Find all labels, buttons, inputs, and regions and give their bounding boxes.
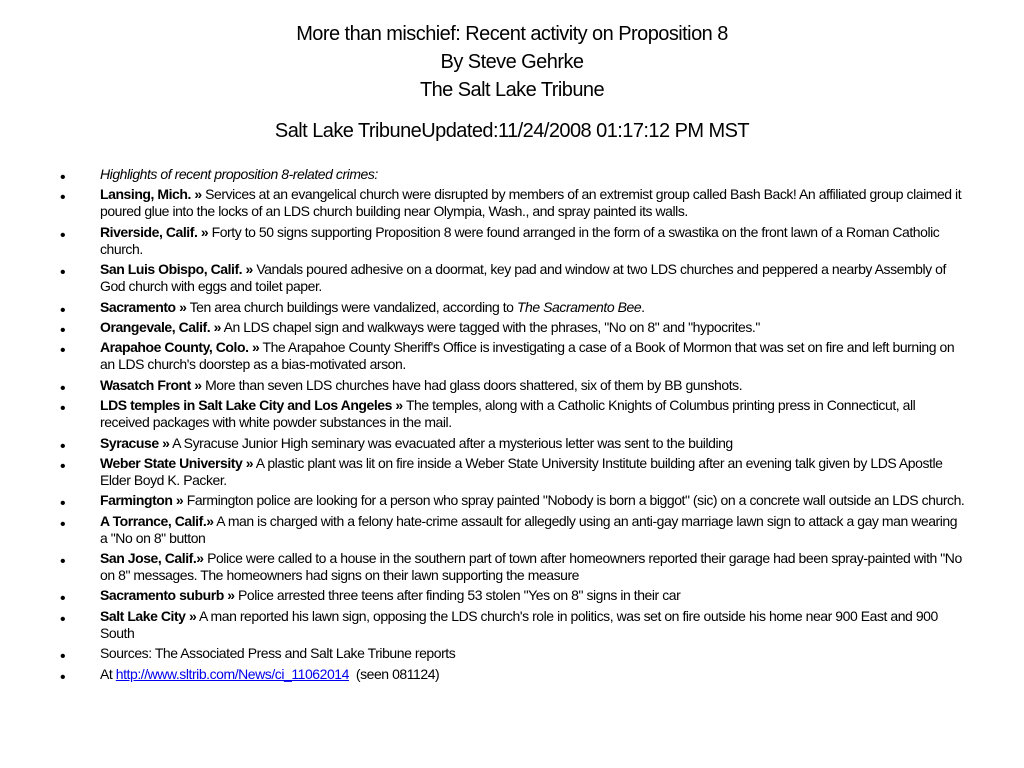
incident-description: A man is charged with a felony hate-crime assault for allegedly using an anti-gay marriage lawn sign to attack a gay man wearing a "No on 8" button — [100, 512, 958, 546]
incident-location: Sacramento suburb » — [100, 587, 235, 604]
list-item — [60, 454, 966, 489]
bullet-icon: • — [60, 553, 66, 571]
incident-description: The temples, along with a Catholic Knights of Columbus printing press in Connecticut, all received packages with white powder substances in the mail. — [100, 397, 916, 431]
list-item — [60, 318, 966, 339]
list-item — [60, 223, 966, 258]
incident-location: Arapahoe County, Colo. » — [100, 339, 260, 356]
bullet-icon: • — [60, 610, 66, 628]
byline: By Steve Gehrke — [440, 51, 584, 73]
list-item — [60, 434, 966, 455]
bullet-icon: • — [60, 400, 66, 418]
bullet-icon: • — [60, 342, 66, 360]
bullet-icon: • — [60, 264, 66, 282]
bullet-icon: • — [60, 590, 66, 608]
bullet-icon: • — [60, 321, 66, 339]
bullet-icon: • — [60, 189, 66, 207]
incident-description: The Arapahoe County Sheriff's Office is investigating a case of a Book of Mormon that was set on fire and left burning on an LDS church's doorstep as a bias-motivated arson. — [100, 339, 955, 373]
incident-description: Police arrested three teens after finding 53 stolen "Yes on 8" signs in their car — [234, 587, 681, 604]
list-item — [60, 492, 966, 513]
incident-description: Forty to 50 signs supporting Proposition 8 were found arranged in the form of a swastika on the front lawn of a Roman Catholic church. — [100, 223, 940, 257]
list-item — [60, 261, 966, 295]
list-item-intro — [60, 166, 966, 186]
list-item-link — [60, 665, 966, 686]
incident-location: Riverside, Calif. » — [100, 223, 209, 240]
incident-location: LDS temples in Salt Lake City and Los Angeles » — [100, 397, 403, 414]
list-item — [60, 298, 966, 319]
publication-name: The Salt Lake Tribune — [419, 79, 605, 101]
article-link[interactable]: http://www.sltrib.com/News/ci_11062014 — [115, 665, 349, 682]
bullet-icon: • — [60, 379, 66, 397]
incident-description: An LDS chapel sign and walkways were tagged with the phrases, "No on 8" and "hypocrites." — [220, 318, 760, 335]
bullet-list — [60, 166, 966, 686]
update-timestamp: Salt Lake TribuneUpdated:11/24/2008 01:17:12 PM MST — [274, 120, 750, 142]
incident-location: Lansing, Mich. » — [100, 186, 202, 203]
incident-location: A Torrance, Calif.» — [100, 512, 214, 529]
sources-text: Sources: The Associated Press and Salt Lake Tribune reports — [100, 645, 456, 662]
incident-description: A man reported his lawn sign, opposing the LDS church's role in politics, was set on fire outside his home near 900 East and 900 South — [100, 607, 938, 641]
bullet-icon: • — [60, 457, 66, 475]
bullet-icon: • — [60, 437, 66, 455]
bullet-icon: • — [60, 301, 66, 319]
incident-location: Syracuse » — [100, 434, 170, 451]
link-prefix: At — [100, 665, 116, 682]
list-item — [60, 512, 966, 547]
incident-description-end: . — [641, 298, 645, 315]
list-item — [60, 587, 966, 608]
bullet-icon: • — [60, 495, 66, 513]
incident-location: Weber State University » — [100, 454, 254, 471]
list-item — [60, 550, 966, 584]
incident-location: Wasatch Front » — [100, 376, 202, 393]
incident-location: Sacramento » — [100, 298, 187, 315]
incident-description: Vandals poured adhesive on a doormat, key pad and window at two LDS churches and peppered a nearby Assembly of God church with eggs and toilet paper. — [100, 261, 946, 295]
list-item — [60, 376, 966, 397]
incident-description: A plastic plant was lit on fire inside a Weber State University Institute building after an evening talk given by LDS Apostle Elder Boyd K. Packer. — [100, 454, 943, 488]
incident-description: Farmington police are looking for a person who spray painted "Nobody is born a biggot" (sic) on a concrete wall outside an LDS church. — [183, 492, 965, 509]
incident-description: Police were called to a house in the southern part of town after homeowners reported their garage had been spray-painted with "No on 8" messages. The homeowners had signs on their lawn supporting the measure — [100, 550, 962, 584]
bullet-icon: • — [60, 169, 66, 186]
incident-location: San Jose, Calif.» — [100, 550, 204, 567]
incident-location: Orangevale, Calif. » — [100, 318, 221, 335]
intro-text: Highlights of recent proposition 8-related crimes: — [100, 166, 378, 182]
incident-location: Salt Lake City » — [100, 607, 197, 624]
incident-description: Services at an evangelical church were disrupted by members of an extremist group called Bash Back! An affiliated group claimed it poured glue into the locks of an LDS church building near Olympia, Wash., and spray painted its walls. — [100, 186, 962, 220]
list-item — [60, 607, 966, 642]
list-item — [60, 339, 966, 373]
bullet-icon: • — [60, 668, 66, 686]
bullet-icon: • — [60, 515, 66, 533]
slide-title — [0, 20, 1024, 104]
seen-date: (seen 081124) — [348, 665, 440, 682]
newspaper-title: The Sacramento Bee — [516, 298, 642, 315]
incident-description: A Syracuse Junior High seminary was evacuated after a mysterious letter was sent to the building — [169, 434, 733, 451]
incident-location: Farmington » — [100, 492, 184, 509]
list-item-sources — [60, 645, 966, 666]
incident-description: More than seven LDS churches have had glass doors shattered, six of them by BB gunshots. — [201, 376, 743, 393]
bullet-icon: • — [60, 226, 66, 244]
bullet-icon: • — [60, 648, 66, 666]
incident-description: Ten area church buildings were vandalized, according to — [186, 298, 517, 315]
list-item — [60, 397, 966, 431]
headline: More than mischief: Recent activity on Proposition 8 — [296, 23, 728, 45]
incident-location: San Luis Obispo, Calif. » — [100, 261, 253, 278]
list-item — [60, 186, 966, 220]
